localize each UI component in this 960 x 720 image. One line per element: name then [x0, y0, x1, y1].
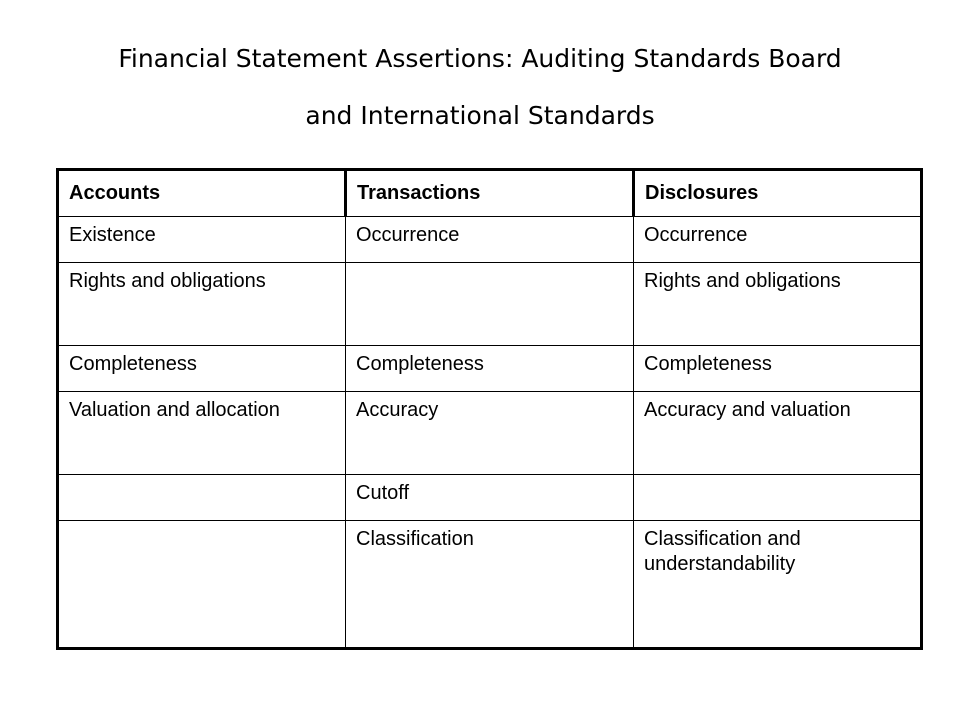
table-cell: Existence — [58, 217, 346, 263]
table-cell — [346, 263, 634, 346]
table-cell — [634, 475, 922, 521]
table-row — [58, 217, 922, 263]
table-cell: Occurrence — [634, 217, 922, 263]
table-cell: Completeness — [634, 346, 922, 392]
table-cell — [58, 475, 346, 521]
table-cell: Classification — [346, 521, 634, 649]
table-row — [58, 392, 922, 475]
table-cell: Accuracy — [346, 392, 634, 475]
table-cell: Rights and obligations — [634, 263, 922, 346]
table-cell: Occurrence — [346, 217, 634, 263]
table-cell: Cutoff — [346, 475, 634, 521]
table-cell: Rights and obligations — [58, 263, 346, 346]
slide-title-line-2: and International Standards — [305, 101, 655, 130]
assertions-table — [56, 168, 923, 650]
slide-title — [40, 30, 920, 144]
header-accounts: Accounts — [58, 170, 346, 217]
header-disclosures: Disclosures — [634, 170, 922, 217]
table-row — [58, 521, 922, 649]
header-transactions: Transactions — [346, 170, 634, 217]
table-row — [58, 346, 922, 392]
table-cell — [58, 521, 346, 649]
table-cell: Classification and understandability — [634, 521, 922, 649]
table-cell: Completeness — [346, 346, 634, 392]
table-cell: Accuracy and valuation — [634, 392, 922, 475]
table-header-row — [58, 170, 922, 217]
slide-title-line-1: Financial Statement Assertions: Auditing Standards Board — [118, 44, 842, 73]
table-row — [58, 263, 922, 346]
table-cell: Valuation and allocation — [58, 392, 346, 475]
table-row — [58, 475, 922, 521]
table-cell: Completeness — [58, 346, 346, 392]
